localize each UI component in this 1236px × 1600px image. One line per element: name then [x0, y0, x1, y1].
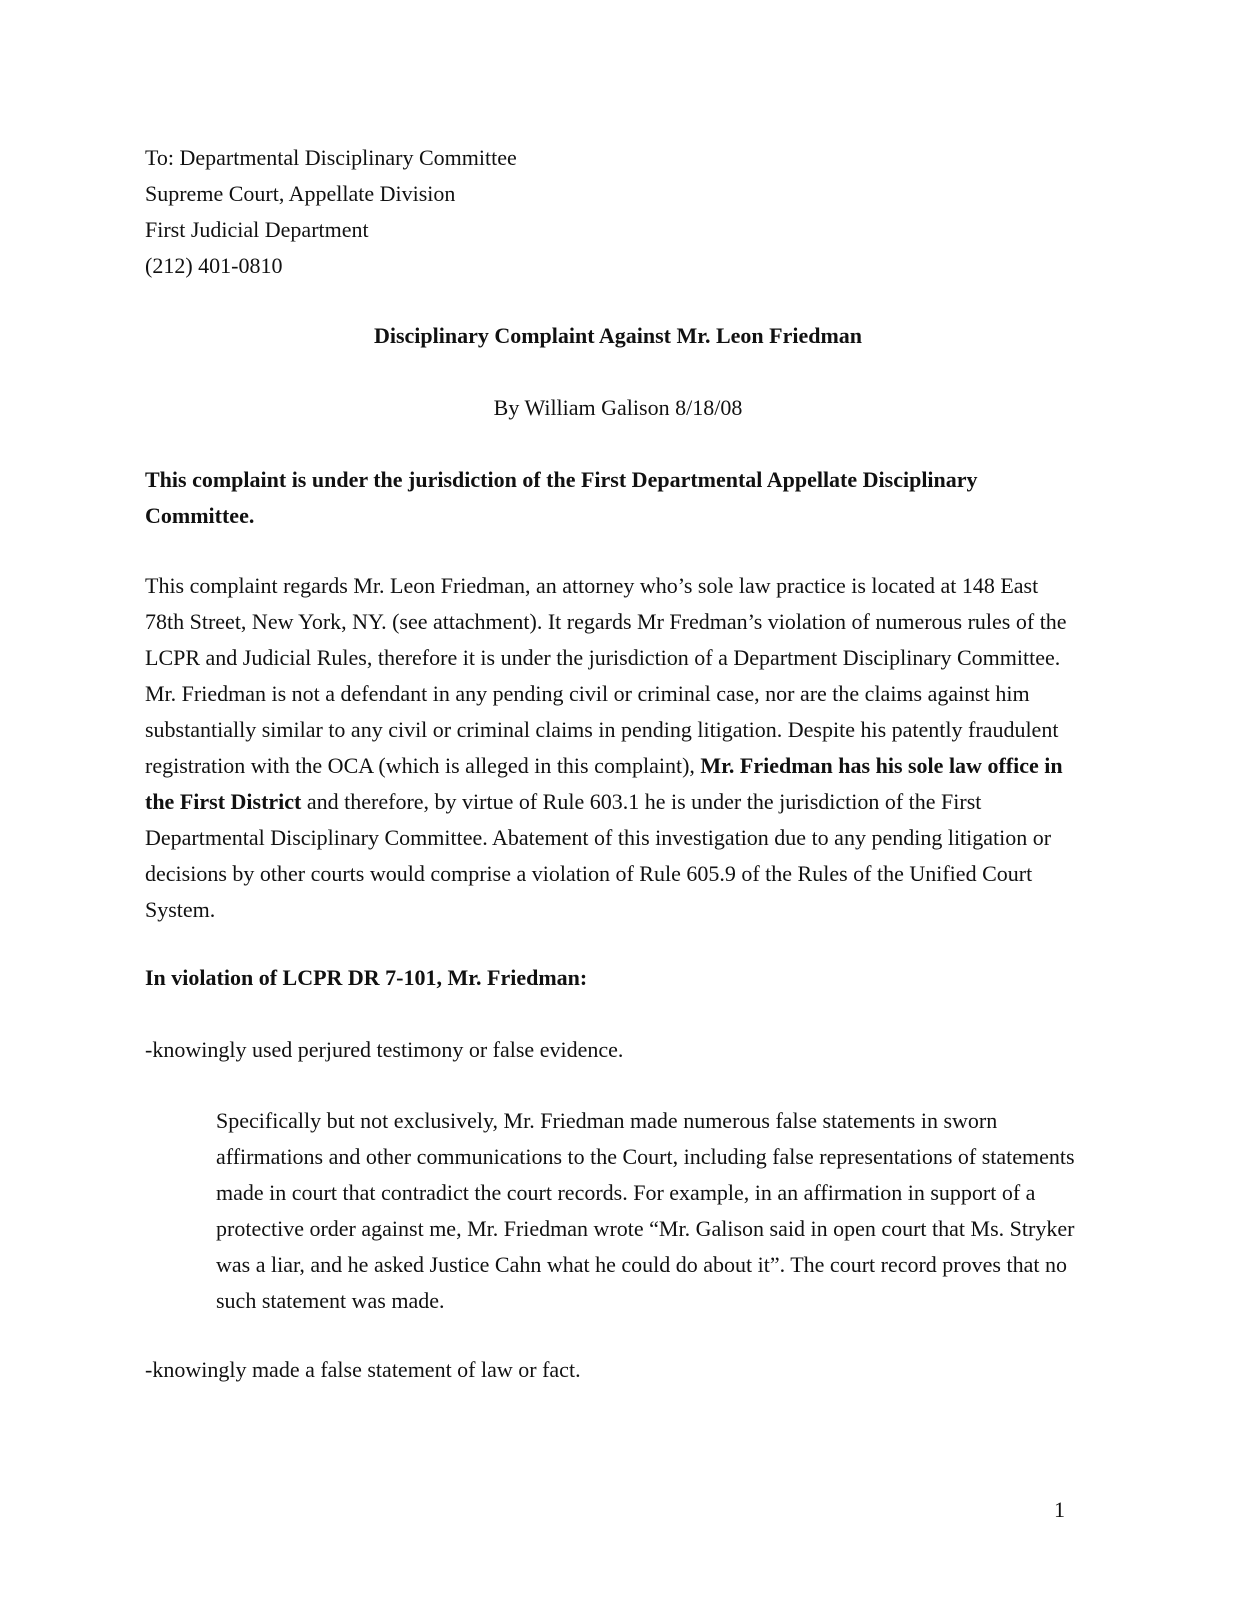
- document-title: Disciplinary Complaint Against Mr. Leon Friedman: [373, 323, 863, 348]
- page-number: 1: [1054, 1497, 1065, 1522]
- byline: By William Galison 8/18/08: [493, 395, 743, 420]
- violation-item-1: -knowingly used perjured testimony or false evidence.: [145, 1037, 624, 1062]
- intro-text-1: This complaint regards Mr. Leon Friedman, an attorney who’s sole law practice is located at 148 East 78th Street, New York, NY. (see attachment). It regards Mr Fredman’s violation of numerous rules of the LCPR and Judicial Rules, therefore it is under the jurisdiction of a Department Disciplinary Committee. Mr. Friedman is not a defendant in any pending civil or criminal case, nor are the claims against him substantially similar to any civil or criminal claims in pending litigation. Despite his patently fraudulent registration with the OCA (which is alleged in this complaint),: [145, 573, 1067, 778]
- violation-heading: In violation of LCPR DR 7-101, Mr. Friedman:: [145, 965, 588, 990]
- violation-item-2: -knowingly made a false statement of law or fact.: [145, 1357, 581, 1382]
- intro-emphasis: Mr. Friedman has his sole law office in the First District: [145, 753, 1063, 814]
- recipient-address: [145, 140, 1075, 284]
- jurisdiction-heading: This complaint is under the jurisdiction of the First Departmental Appellate Disciplinary Committee.: [145, 467, 978, 528]
- address-line-1: To: Departmental Disciplinary Committee: [145, 145, 517, 170]
- address-line-2: Supreme Court, Appellate Division: [145, 181, 456, 206]
- intro-paragraph: [145, 568, 1075, 928]
- address-line-3: First Judicial Department: [145, 217, 369, 242]
- address-line-4: (212) 401-0810: [145, 253, 283, 278]
- intro-text-2: and therefore, by virtue of Rule 603.1 he is under the jurisdiction of the First Departmental Disciplinary Committee. Abatement of this investigation due to any pending litigation or decisions by other courts would comprise a violation of Rule 605.9 of the Rules of the Unified Court System.: [145, 789, 1052, 922]
- violation-item-1-detail: Specifically but not exclusively, Mr. Friedman made numerous false statements in sworn affirmations and other communications to the Court, including false representations of statements made in court that contradict the court records. For example, in an affirmation in support of a protective order against me, Mr. Friedman wrote “Mr. Galison said in open court that Ms. Stryker was a liar, and he asked Justice Cahn what he could do about it”. The court record proves that no such statement was made.: [216, 1108, 1075, 1313]
